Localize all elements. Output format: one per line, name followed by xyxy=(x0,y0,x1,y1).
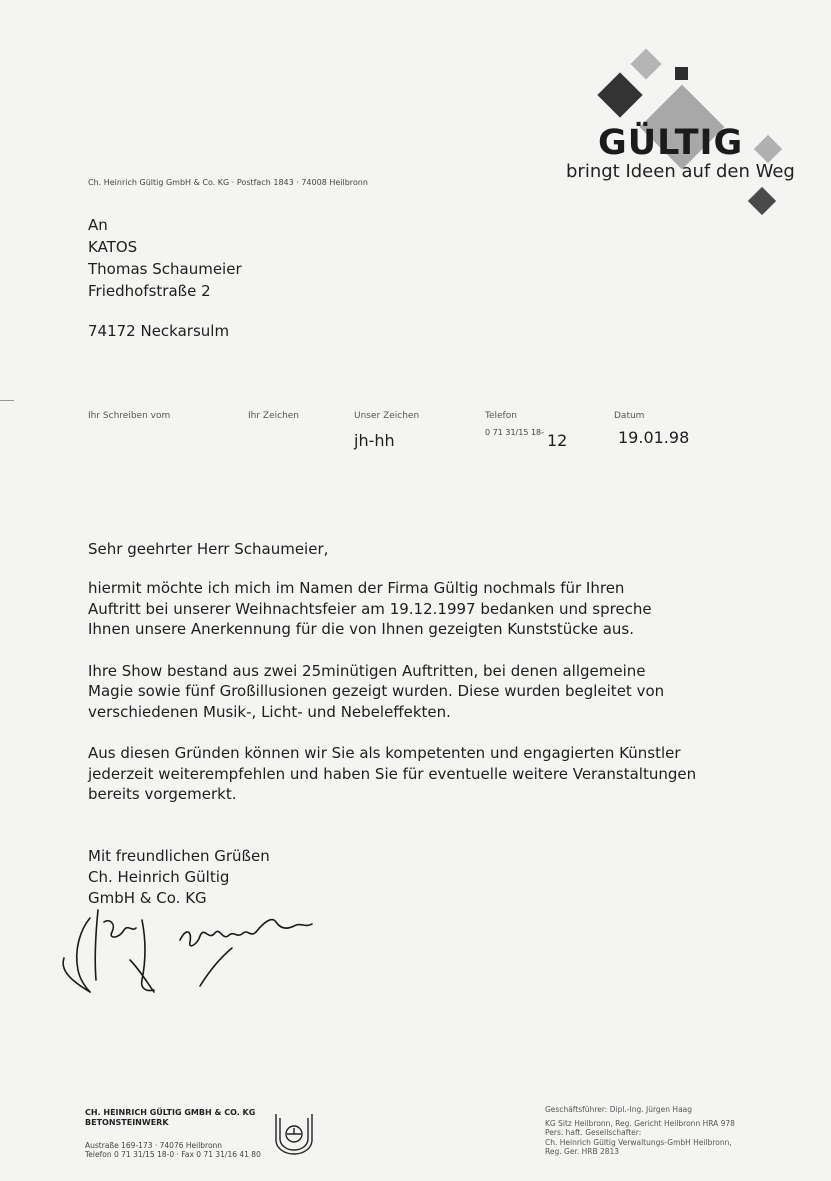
phone-extension: 12 xyxy=(547,431,568,450)
fold-mark xyxy=(0,400,14,401)
letter-body xyxy=(88,578,728,826)
quality-seal-icon xyxy=(272,1110,316,1156)
recipient-prefix: An xyxy=(88,216,108,234)
logo-slogan: bringt Ideen auf den Weg xyxy=(566,161,795,182)
phone-prefix: 0 71 31/15 18- xyxy=(485,428,545,437)
date-value: 19.01.98 xyxy=(618,428,690,447)
text-line: Ihnen unsere Anerkennung für die von Ihnen gezeigten Kunststücke aus. xyxy=(88,620,634,638)
recipient-street: Friedhofstraße 2 xyxy=(88,282,211,300)
label-your-ref: Ihr Zeichen xyxy=(248,411,300,421)
recipient-company: KATOS xyxy=(88,238,138,256)
recipient-city: 74172 Neckarsulm xyxy=(88,322,230,340)
label-our-ref: Unser Zeichen xyxy=(354,411,420,421)
label-date: Datum xyxy=(614,411,645,421)
logo-diamond-light-top xyxy=(630,48,661,79)
text-line: jederzeit weiterempfehlen und haben Sie für eventuelle weitere Veranstaltungen xyxy=(88,764,697,783)
text-line: Ihre Show bestand aus zwei 25minütigen Auftritten, bei denen allgemeine xyxy=(88,661,646,680)
text-line: bereits vorgemerkt. xyxy=(88,785,237,803)
footer-division: BETONSTEINWERK xyxy=(85,1118,169,1127)
label-your-letter: Ihr Schreiben vom xyxy=(88,411,171,421)
footer-phone-fax: Telefon 0 71 31/15 18-0 · Fax 0 71 31/16 41 80 xyxy=(85,1150,261,1159)
paragraph-2 xyxy=(88,661,728,723)
logo-wordmark: GÜLTIG xyxy=(598,123,744,163)
paragraph-3 xyxy=(88,743,728,805)
logo-diamond-dark-small xyxy=(675,67,688,80)
text-line: Magie sowie fünf Großillusionen gezeigt wurden. Diese wurden begleitet von xyxy=(88,682,665,700)
paragraph-1 xyxy=(88,578,728,640)
our-ref-value: jh-hh xyxy=(354,431,395,450)
handwritten-signatures xyxy=(50,900,330,1000)
text-line: Auftritt bei unserer Weihnachtsfeier am 19.12.1997 bedanken und spreche xyxy=(88,599,652,618)
footer-company-info xyxy=(85,1108,261,1159)
footer-legal-line: Ch. Heinrich Gültig Verwaltungs-GmbH Heilbronn, xyxy=(545,1137,732,1147)
closing-greeting: Mit freundlichen Grüßen xyxy=(88,847,270,865)
logo-diamond-dark-bottom xyxy=(748,187,776,215)
footer-legal-line: Pers. haft. Gesellschafter: xyxy=(545,1128,642,1137)
logo-diamond-gray-right xyxy=(754,135,782,163)
closing-company-line-2: GmbH & Co. KG xyxy=(88,889,207,907)
footer-company-name: CH. HEINRICH GÜLTIG GMBH & CO. KG xyxy=(85,1108,256,1117)
footer-legal-line: KG Sitz Heilbronn, Reg. Gericht Heilbronn HRA 978 xyxy=(545,1118,735,1128)
company-logo xyxy=(560,45,820,225)
footer-legal-info xyxy=(545,1105,735,1157)
footer-legal-line: Geschäftsführer: Dipl.-Ing. Jürgen Haag xyxy=(545,1105,693,1114)
sender-return-address: Ch. Heinrich Gültig GmbH & Co. KG · Postfach 1843 · 74008 Heilbronn xyxy=(88,178,368,187)
closing-company-line-1: Ch. Heinrich Gültig xyxy=(88,868,230,886)
logo-diamond-dark-large xyxy=(597,72,642,117)
label-phone: Telefon xyxy=(485,411,517,421)
footer-address: Austraße 169-173 · 74076 Heilbronn xyxy=(85,1141,223,1150)
text-line: hiermit möchte ich mich im Namen der Firma Gültig nochmals für Ihren xyxy=(88,579,625,597)
recipient-name: Thomas Schaumeier xyxy=(88,260,242,278)
salutation: Sehr geehrter Herr Schaumeier, xyxy=(88,540,329,558)
text-line: Aus diesen Gründen können wir Sie als kompetenten und engagierten Künstler xyxy=(88,744,681,762)
text-line: verschiedenen Musik-, Licht- und Nebeleffekten. xyxy=(88,702,451,721)
recipient-address xyxy=(88,214,242,342)
footer-legal-line: Reg. Ger. HRB 2813 xyxy=(545,1147,620,1156)
